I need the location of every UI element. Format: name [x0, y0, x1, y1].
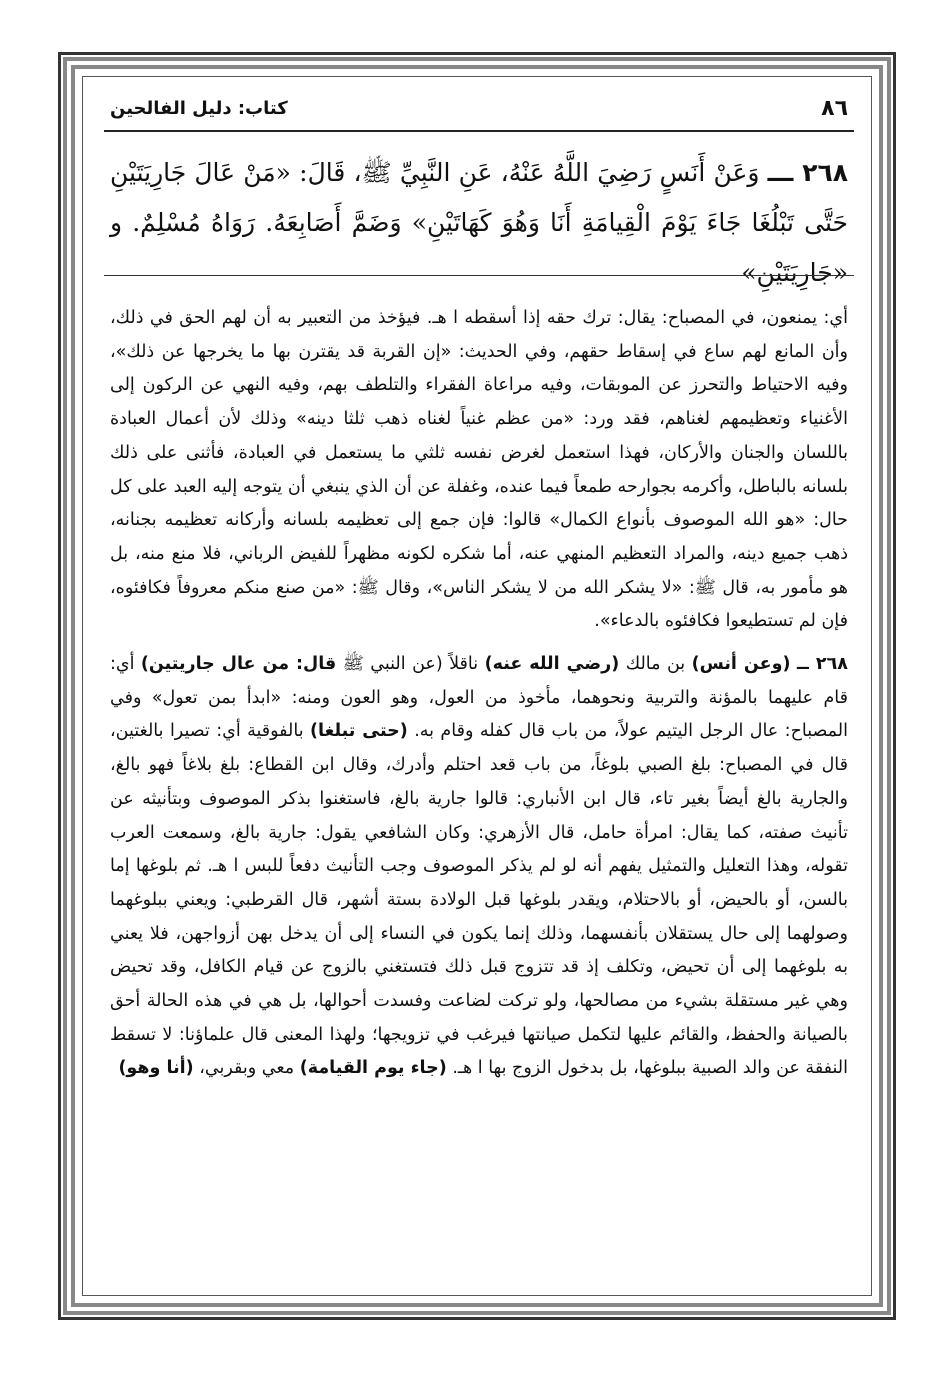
hadith-body: وَعَنْ أَنَسٍ رَضِيَ اللَّهُ عَنْهُ، عَنِ النَّبِيِّ ﷺ، قَالَ: «مَنْ عَالَ جَارِيَتَيْنِ حَتَّى تَبْلُغَا جَاءَ يَوْمَ الْقِيامَةِ أَنَا وَهُوَ كَهَاتَيْنِ» وَضَمَّ أَصَابِعَهُ. رَوَاهُ مُسْلِمٌ. و «جَارِيَتَيْنِ»	[110, 158, 848, 287]
commentary-bold-phrase: (حتى تبلغا)	[310, 721, 408, 742]
commentary-text: أي: قام عليهما بالمؤنة والتربية ونحوهما، مأخوذ من العول، وهو العون ومنه: «ابدأ بمن تعول» وفي المصباح: عال الرجل اليتيم عولاً، من باب قال كفله وقام به.	[110, 654, 848, 742]
page-header	[110, 94, 848, 128]
book-page	[110, 88, 848, 1308]
commentary-bold-phrase: (وعن أنس)	[691, 654, 791, 675]
commentary-bold-phrase: (رضي الله عنه)	[484, 654, 620, 675]
commentary-block	[110, 302, 848, 1086]
commentary-bold-phrase: (جاء يوم القيامة)	[299, 1058, 447, 1079]
section-divider	[104, 275, 854, 276]
commentary-bold-phrase: قال: من عال جاريتين)	[140, 654, 337, 675]
commentary-bold-phrase: (أنا وهو)	[118, 1058, 194, 1079]
header-divider	[104, 130, 854, 132]
commentary-text: معي وبقربي،	[199, 1058, 295, 1079]
hadith-number: ٢٦٨ ـــ	[767, 158, 848, 187]
commentary-paragraph-2	[110, 648, 848, 1086]
commentary-text: بالفوقية أي: تصيرا بالغتين، قال في المصباح: بلغ الصبي بلوغاً، من باب قعد احتلم وأدرك، وقال ابن القطاع: بلغ بلاغاً فهو بالغ، والجارية بالغ أيضاً بغير تاء، قال ابن الأنباري: قالوا جارية بالغ، فاستغنوا بذكر الموصوف وبتأنيثه عن تأنيث صفته، كما يقال: امرأة حامل، قال الأزهري: وكان الشافعي يقول: جارية بالغ، وسمعت العرب تقوله، وهذا التعليل والتمثيل يفهم أنه لو لم يذكر الموصوف وجب التأنيث دفعاً للبس ا هـ. ثم بلوغها إما بالسن، أو بالحيض، أو بالاحتلام، ويقدر بلوغها قبل الولادة بستة أشهر، قال القرطبي: ويعني ببلوغهما وصولهما إلى حال يستقلان بأنفسهما، وذلك إنما يكون في النساء إلى أن يدخل بهن أزواجهن، فلا يعني به بلوغهما إلى أن تحيض، وتكلف إذ قد تتزوج قبل ذلك فتستغني بالزوج عن قيام الكافل، وقد تحيض وهي غير مستقلة بشيء من مصالحها، ولو تركت لضاعت وفسدت أحوالها، بل هي في هذه الحالة أحق بالصيانة والحفظ، والقائم عليها لتكمل صيانتها فيرغب في تزويجها؛ ولهذا المعنى قال علماؤنا: لا تسقط النفقة عن والد الصبية ببلوغها، بل بدخول الزوج بها ا هـ.	[110, 721, 848, 1079]
commentary-text: ناقلاً	[449, 654, 479, 675]
commentary-text: (عن النبي ﷺ	[342, 654, 443, 675]
book-title: كتاب: دليل الفالحين	[110, 98, 288, 119]
page-number: ٨٦	[821, 96, 848, 121]
commentary-hadith-number: ٢٦٨ ــ	[796, 654, 848, 675]
commentary-text: بن مالك	[625, 654, 686, 675]
commentary-paragraph-1: أي: يمنعون، في المصباح: يقال: ترك حقه إذا أسقطه ا هـ. فيؤخذ من التعبير به أن لهم الحق في ذلك، وأن المانع لهم ساع في إسقاط حقهم، وفي الحديث: «إن القربة قد يقترن بها ما يخرجها عن ذلك»، وفيه الاحتياط والتحرز عن الموبقات، وفيه مراعاة الفقراء والتلطف بهم، وفيه النهي عن الركون إلى الأغنياء وتعظيمهم لغناهم، فقد ورد: «من عظم غنياً لغناه ذهب ثلثا دينه» وذلك لأن أعمال العبادة باللسان والجنان والأركان، فهذا استعمل لغرض نفسه ثلثي ما يستعمل في العبادة، فأثنى على ذلك بلسانه بالباطل، وأكرمه بجوارحه طمعاً فيما عنده، وغفلة عن أن الذي ينبغي أن يتوجه إليه العبد على كل حال: «هو الله الموصوف بأنواع الكمال» قالوا: فإن جمع إلى تعظيمه بلسانه وأركانه تعظيمه بجنانه، ذهب جميع دينه، والمراد التعظيم المنهي عنه، أما شكره لكونه مظهراً للفيض الرباني، فلا منع منه، بل هو مأمور به، قال ﷺ: «لا يشكر الله من لا يشكر الناس»، وقال ﷺ: «من صنع منكم معروفاً فكافئوه، فإن لم تستطيعوا فكافئوه بالدعاء».	[110, 308, 848, 632]
